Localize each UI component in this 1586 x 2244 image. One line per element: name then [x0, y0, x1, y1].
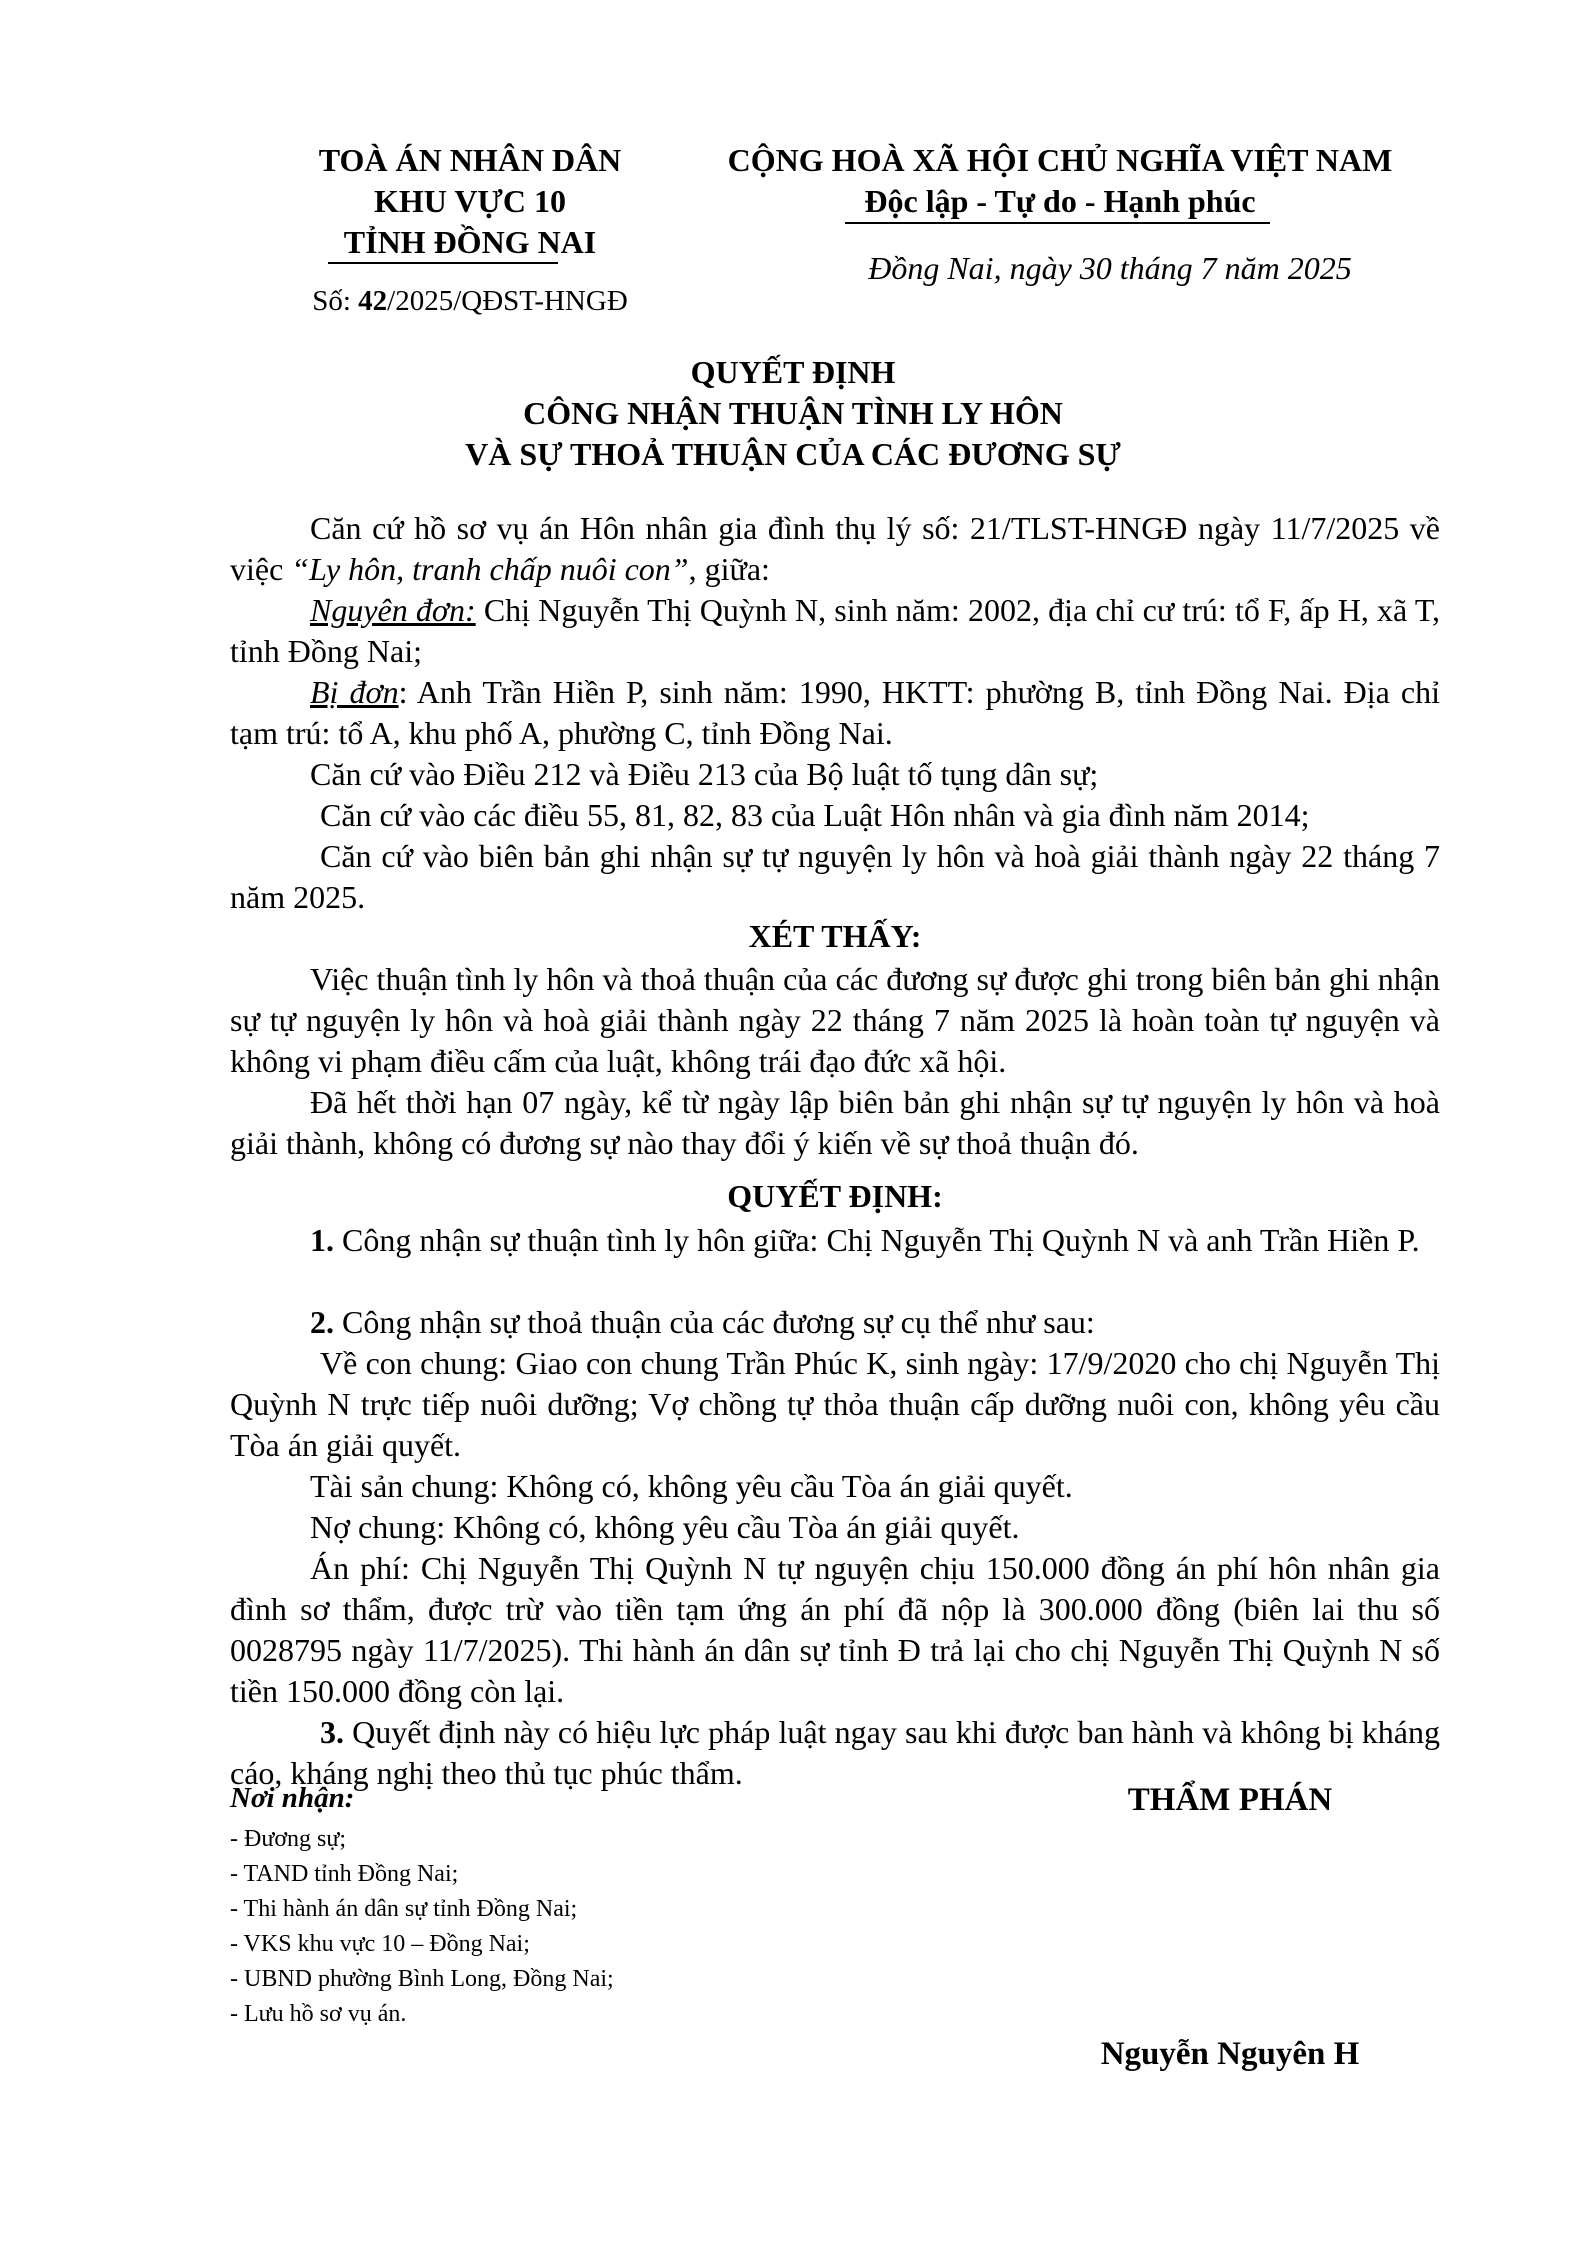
place-date: Đồng Nai, ngày 30 tháng 7 năm 2025	[868, 250, 1352, 286]
court-divider	[328, 262, 558, 264]
nation-name: CỘNG HOÀ XÃ HỘI CHỦ NGHĨA VIỆT NAM	[727, 142, 1393, 178]
document-number	[270, 285, 670, 318]
doc-number-prefix: Số:	[312, 285, 359, 317]
national-header	[640, 140, 1480, 222]
item-number: 1.	[310, 1222, 334, 1258]
legal-basis-3: Căn cứ vào biên bản ghi nhận sự tự nguyện ly hôn và hoà giải thành ngày 22 tháng 7 năm 2025.	[230, 838, 1440, 915]
court-line: TOÀ ÁN NHÂN DÂN	[318, 142, 622, 178]
court-line: TỈNH ĐỒNG NAI	[343, 224, 597, 260]
item-number: 2.	[310, 1304, 334, 1340]
item-text: Quyết định này có hiệu lực pháp luật ngay sau khi được ban hành và không bị kháng cáo, kháng nghị theo thủ tục phúc thẩm.	[230, 1714, 1440, 1791]
document-title	[0, 352, 1586, 475]
doc-number-suffix: /2025/QĐST-HNGĐ	[387, 285, 628, 317]
item-text: Công nhận sự thoả thuận của các đương sự cụ thể như sau:	[334, 1304, 1095, 1340]
judge-title: THẨM PHÁN	[1127, 1782, 1333, 1818]
debt-agreement: Nợ chung: Không có, không yêu cầu Tòa án giải quyết.	[310, 1509, 1020, 1545]
basis-text: Căn cứ hồ sơ vụ án Hôn nhân gia đình thụ lý số: 21/TLST-HNGĐ ngày 11/7/2025 về việc	[230, 510, 1440, 587]
plaintiff-text: Chị Nguyễn Thị Quỳnh N, sinh năm: 2002, địa chỉ cư trú: tổ F, ấp H, xã T, tỉnh Đồng Nai;	[230, 592, 1441, 669]
defendant-label: Bị đơn	[310, 674, 399, 710]
title-line: VÀ SỰ THOẢ THUẬN CỦA CÁC ĐƯƠNG SỰ	[465, 436, 1121, 472]
recipients-list	[230, 1822, 614, 2032]
decision-item-2	[230, 1302, 1440, 1343]
basis-text-end: , giữa:	[688, 551, 770, 587]
item-text: Công nhận sự thuận tình ly hôn giữa: Chị Nguyễn Thị Quỳnh N và anh Trần Hiền P.	[334, 1222, 1420, 1258]
property-agreement: Tài sản chung: Không có, không yêu cầu Tòa án giải quyết.	[310, 1468, 1073, 1504]
children-agreement: Về con chung: Giao con chung Trần Phúc K, sinh ngày: 17/9/2020 cho chị Nguyễn Thị Quỳnh N trực tiếp nuôi dưỡng; Vợ chồng tự thỏa thuận cấp dưỡng nuôi con, không yêu cầu Tòa án giải quyết.	[230, 1345, 1440, 1463]
item-number: 3.	[320, 1714, 344, 1750]
plaintiff-info	[230, 590, 1440, 672]
motto-divider	[845, 222, 1270, 224]
plaintiff-label: Nguyên đơn:	[310, 592, 476, 628]
decision-item-1	[230, 1220, 1440, 1261]
doc-number-value: 42	[358, 285, 388, 317]
recipient-item: - VKS khu vực 10 – Đồng Nai;	[230, 1931, 530, 1957]
legal-basis-1: Căn cứ vào Điều 212 và Điều 213 của Bộ luật tố tụng dân sự;	[310, 756, 1099, 792]
title-line: QUYẾT ĐỊNH	[690, 354, 896, 390]
court-fee: Án phí: Chị Nguyễn Thị Quỳnh N tự nguyện chịu 150.000 đồng án phí hôn nhân gia đình sơ thẩm, được trừ vào tiền tạm ứng án phí đã nộp là 300.000 đồng (biên lai thu số 0028795 ngày 11/7/2025). Thi hành án dân sự tỉnh Đ trả lại cho chị Nguyễn Thị Quỳnh N số tiền 150.000 đồng còn lại.	[230, 1550, 1440, 1709]
recipients-label: Nơi nhận:	[230, 1782, 355, 1814]
judge-name: Nguyễn Nguyên H	[1100, 2036, 1360, 2072]
title-line: CÔNG NHẬN THUẬN TÌNH LY HÔN	[523, 395, 1063, 431]
recipient-item: - Thi hành án dân sự tỉnh Đồng Nai;	[230, 1896, 578, 1922]
recipient-item: - Lưu hồ sơ vụ án.	[230, 2001, 407, 2027]
defendant-info	[230, 672, 1440, 754]
case-subject: “Ly hôn, tranh chấp nuôi con”	[291, 551, 689, 587]
findings-paragraph-2: Đã hết thời hạn 07 ngày, kể từ ngày lập biên bản ghi nhận sự tự nguyện ly hôn và hoà giải thành, không có đương sự nào thay đổi ý kiến về sự thoả thuận đó.	[230, 1084, 1440, 1161]
legal-basis-2: Căn cứ vào các điều 55, 81, 82, 83 của Luật Hôn nhân và gia đình năm 2014;	[320, 797, 1310, 833]
findings-paragraph-1: Việc thuận tình ly hôn và thoả thuận của các đương sự được ghi trong biên bản ghi nhận sự tự nguyện ly hôn và hoà giải thành ngày 22 tháng 7 năm 2025 là hoàn toàn tự nguyện và không vi phạm điều cấm của luật, không trái đạo đức xã hội.	[230, 961, 1440, 1079]
recipient-item: - Đương sự;	[230, 1826, 347, 1852]
recipient-item: - UBND phường Bình Long, Đồng Nai;	[230, 1966, 614, 1992]
recipient-item: - TAND tỉnh Đồng Nai;	[230, 1861, 459, 1887]
court-line: KHU VỰC 10	[374, 183, 566, 219]
basis-case-file	[230, 508, 1440, 590]
court-name	[270, 140, 670, 263]
defendant-text: : Anh Trần Hiền P, sinh năm: 1990, HKTT: phường B, tỉnh Đồng Nai. Địa chỉ tạm trú: tổ A, khu phố A, phường C, tỉnh Đồng Nai.	[230, 674, 1441, 751]
findings-heading: XÉT THẤY:	[748, 918, 922, 954]
motto: Độc lập - Tự do - Hạnh phúc	[864, 183, 1256, 219]
decision-heading: QUYẾT ĐỊNH:	[727, 1178, 943, 1214]
